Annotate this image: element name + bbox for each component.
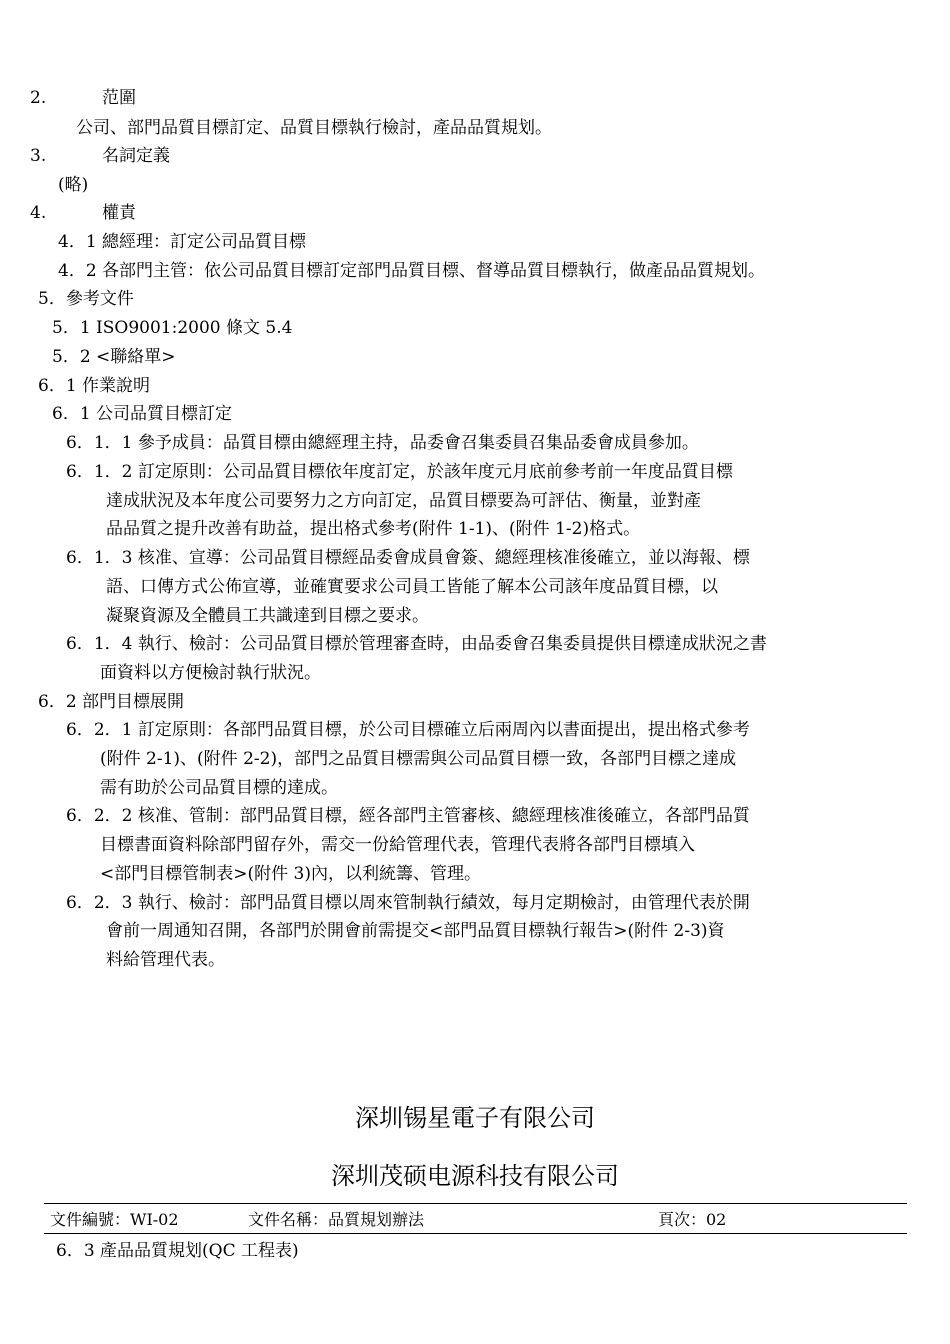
list-item-continuation: 料給管理代表。: [106, 950, 225, 970]
section-number: 4.: [30, 203, 47, 223]
list-item: 6．1．2 訂定原則：公司品質目標依年度訂定，於該年度元月底前參考前一年度品質目標: [66, 462, 733, 482]
page-number: 頁次：02: [658, 1210, 727, 1229]
section-number: 2.: [30, 88, 47, 108]
list-item: 6．1．1 參予成員：品質目標由總經理主持，品委會召集委員召集品委會成員參加。: [66, 433, 699, 453]
list-item: 6．2．2 核准、管制：部門品質目標，經各部門主管審核、總經理核准後確立，各部門品質: [66, 806, 750, 826]
paragraph: (略): [58, 175, 89, 195]
list-item-continuation: 會前一周通知召開，各部門於開會前需提交<部門品質目標執行報告>(附件 2-3)資: [106, 921, 725, 941]
company-name: 深圳锡星電子有限公司: [355, 1104, 595, 1132]
subsection-title: 6．1 公司品質目標訂定: [52, 404, 233, 424]
list-item: 6．2．1 訂定原則：各部門品質目標，於公司目標確立后兩周內以書面提出，提出格式參考: [66, 720, 750, 740]
company-name: 深圳茂硕电源科技有限公司: [331, 1162, 619, 1190]
section-title: 權責: [102, 203, 136, 223]
list-item-continuation: 品品質之提升改善有助益，提出格式參考(附件 1-1)、(附件 1-2)格式。: [106, 519, 641, 539]
section-title: 6．2 部門目標展開: [38, 692, 185, 712]
list-item-continuation: 目標書面資料除部門留存外，需交一份給管理代表，管理代表將各部門目標填入: [100, 835, 695, 855]
section-title: 名詞定義: [102, 146, 170, 166]
section-title: 6．1 作業說明: [38, 376, 151, 396]
section-title: 范圍: [102, 88, 136, 108]
list-item-continuation: 凝聚資源及全體員工共識達到目標之要求。: [106, 606, 429, 626]
list-item: 6．1．3 核准、宣導：公司品質目標經品委會成員會簽、總經理核准後確立，並以海報、標: [66, 548, 750, 568]
list-item: 5．2 <聯絡單>: [52, 347, 176, 367]
list-item: 6．1．4 執行、檢討：公司品質目標於管理審查時，由品委會召集委員提供目標達成狀況之書: [66, 634, 767, 654]
list-item-continuation: 語、口傳方式公佈宣導，並確實要求公司員工皆能了解本公司該年度品質目標，以: [106, 577, 718, 597]
list-item-continuation: (附件 2-1)、(附件 2-2)，部門之品質目標需與公司品質目標一致，各部門目標之達成: [100, 749, 737, 769]
list-item: 4．1 總經理：訂定公司品質目標: [58, 232, 307, 252]
list-item-continuation: 達成狀況及本年度公司要努力之方向訂定，品質目標要為可評估、衡量，並對產: [106, 491, 701, 511]
section-title: 5．參考文件: [38, 289, 134, 309]
list-item-continuation: 面資料以方便檢討執行狀況。: [100, 663, 321, 683]
list-item-continuation: <部門目標管制表>(附件 3)內，以利統籌、管理。: [100, 864, 481, 884]
section-number: 3.: [30, 146, 47, 166]
doc-name: 文件名稱：品質規划辦法: [248, 1210, 425, 1229]
footer-bottom-rule: [44, 1233, 907, 1234]
doc-number: 文件編號：WI-02: [50, 1210, 179, 1229]
paragraph: 公司、部門品質目標訂定、品質目標執行檢討，產品品質規划。: [76, 118, 552, 138]
list-item-continuation: 需有助於公司品質目標的達成。: [100, 778, 338, 798]
list-item: 6．2．3 執行、檢討：部門品質目標以周來管制執行績效，每月定期檢討，由管理代表於開: [66, 893, 750, 913]
list-item: 4．2 各部門主管：依公司品質目標訂定部門品質目標、督導品質目標執行，做產品品質規划。: [58, 261, 766, 281]
list-item: 5．1 ISO9001:2000 條文 5.4: [52, 318, 293, 338]
footer-top-rule: [44, 1203, 907, 1204]
section-title: 6．3 產品品質規划(QC 工程表): [56, 1241, 299, 1261]
